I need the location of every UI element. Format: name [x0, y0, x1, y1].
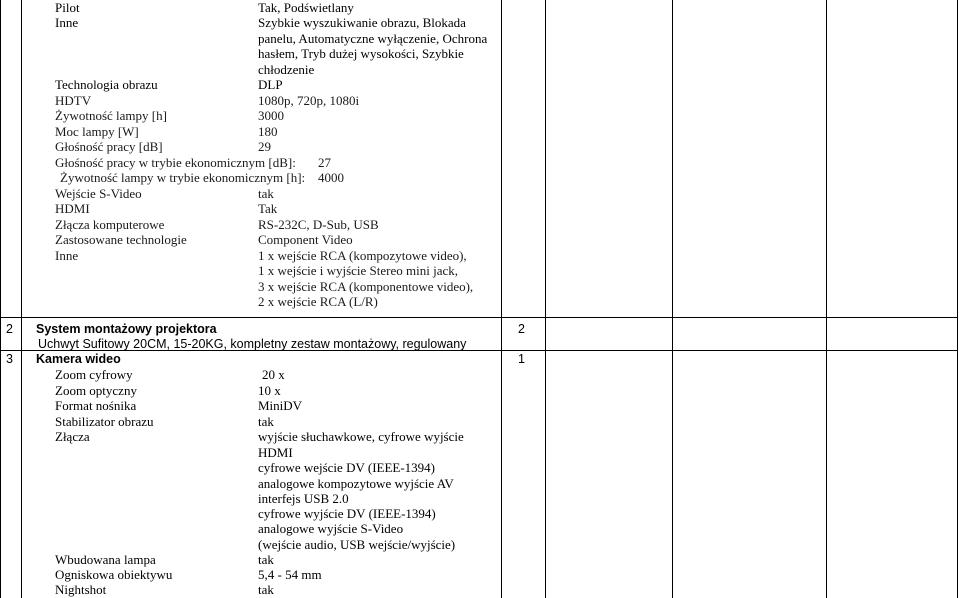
- spec-label: Żywotność lampy w trybie ekonomicznym [h]:: [60, 170, 306, 185]
- spec-label: Żywotność lampy [h]: [55, 108, 167, 123]
- spec-label: Wbudowana lampa: [55, 552, 156, 567]
- price-column-divider: [545, 0, 546, 598]
- spec-value: HDMI: [258, 445, 293, 460]
- spec-value: cyfrowe wejście DV (IEEE-1394): [258, 460, 435, 475]
- spec-label: HDTV: [55, 93, 92, 108]
- spec-label: Stabilizator obrazu: [55, 414, 154, 429]
- spec-value: 29: [258, 139, 271, 154]
- spec-value: analogowe wyjście S-Video: [258, 521, 404, 536]
- spec-value: tak: [258, 582, 274, 597]
- spec-value: wyjście słuchawkowe, cyfrowe wyjście: [258, 429, 464, 444]
- table-right-border: [957, 0, 958, 598]
- spec-value: tak: [258, 414, 274, 429]
- item-description: Uchwyt Sufitowy 20CM, 15-20KG, kompletny zestaw montażowy, regulowany: [38, 337, 467, 351]
- table-left-border: [0, 0, 1, 598]
- spec-label: Format nośnika: [55, 398, 137, 413]
- value-column-divider: [672, 0, 673, 598]
- spec-value: 180: [258, 124, 278, 139]
- item-quantity: 1: [518, 352, 525, 366]
- spec-value: Szybkie wyszukiwanie obrazu, Blokada: [258, 15, 466, 30]
- spec-value: Tak, Podświetlany: [258, 0, 354, 15]
- spec-label: HDMI: [55, 201, 90, 216]
- spec-value: tak: [258, 186, 274, 201]
- spec-label: Głośność pracy w trybie ekonomicznym [dB]:: [55, 155, 296, 170]
- row-divider-item2: [0, 317, 958, 318]
- spec-label: Zastosowane technologie: [55, 232, 187, 247]
- item-title: System montażowy projektora: [36, 322, 217, 336]
- spec-value: 1080p, 720p, 1080i: [258, 93, 360, 108]
- spec-value: Tak: [258, 201, 278, 216]
- spec-label: Złącza: [55, 429, 90, 444]
- spec-value: 4000: [318, 170, 344, 185]
- item-number: 2: [6, 322, 13, 336]
- spec-value: 1 x wejście i wyjście Stereo mini jack,: [258, 263, 459, 278]
- spec-label: Inne: [55, 15, 79, 30]
- spec-value: analogowe kompozytowe wyjście AV: [258, 476, 454, 491]
- spec-label: Moc lampy [W]: [55, 124, 139, 139]
- spec-value: 3 x wejście RCA (komponentowe video),: [258, 279, 474, 294]
- item-title: Kamera wideo: [36, 352, 121, 366]
- item-number: 3: [6, 352, 13, 366]
- number-column-divider: [21, 0, 22, 598]
- spec-value: cyfrowe wyjście DV (IEEE-1394): [258, 506, 436, 521]
- spec-label: Wejście S-Video: [55, 186, 142, 201]
- item-quantity: 2: [518, 322, 525, 336]
- spec-label: Zoom optyczny: [55, 383, 137, 398]
- spec-value: panelu, Automatyczne wyłączenie, Ochrona: [258, 31, 488, 46]
- spec-value: 2 x wejście RCA (L/R): [258, 294, 378, 309]
- spec-value: 20 x: [262, 367, 285, 382]
- spec-label: Ogniskowa obiektywu: [55, 567, 173, 582]
- spec-label: Pilot: [55, 0, 80, 15]
- spec-value: tak: [258, 552, 274, 567]
- spec-value: DLP: [258, 77, 283, 92]
- spec-value: 3000: [258, 108, 284, 123]
- spec-label: Złącza komputerowe: [55, 217, 165, 232]
- spec-value: interfejs USB 2.0: [258, 491, 349, 506]
- total-column-divider: [826, 0, 827, 598]
- spec-label: Nightshot: [55, 582, 107, 597]
- spec-value: Component Video: [258, 232, 353, 247]
- spec-value: (wejście audio, USB wejście/wyjście): [258, 537, 456, 552]
- spec-label: Technologia obrazu: [55, 77, 158, 92]
- spec-value: 1 x wejście RCA (kompozytowe video),: [258, 248, 467, 263]
- spec-value: hasłem, Tryb dużej wysokości, Szybkie: [258, 46, 464, 61]
- spec-label: Inne: [55, 248, 79, 263]
- spec-value: RS-232C, D-Sub, USB: [258, 217, 379, 232]
- spec-value: chłodzenie: [258, 62, 315, 77]
- quantity-column-divider: [501, 0, 502, 598]
- spec-value: 5,4 - 54 mm: [258, 567, 322, 582]
- spec-value: 10 x: [258, 383, 281, 398]
- spec-value: MiniDV: [258, 398, 303, 413]
- spec-value: 27: [318, 155, 331, 170]
- spec-label: Głośność pracy [dB]: [55, 139, 163, 154]
- spec-label: Zoom cyfrowy: [55, 367, 133, 382]
